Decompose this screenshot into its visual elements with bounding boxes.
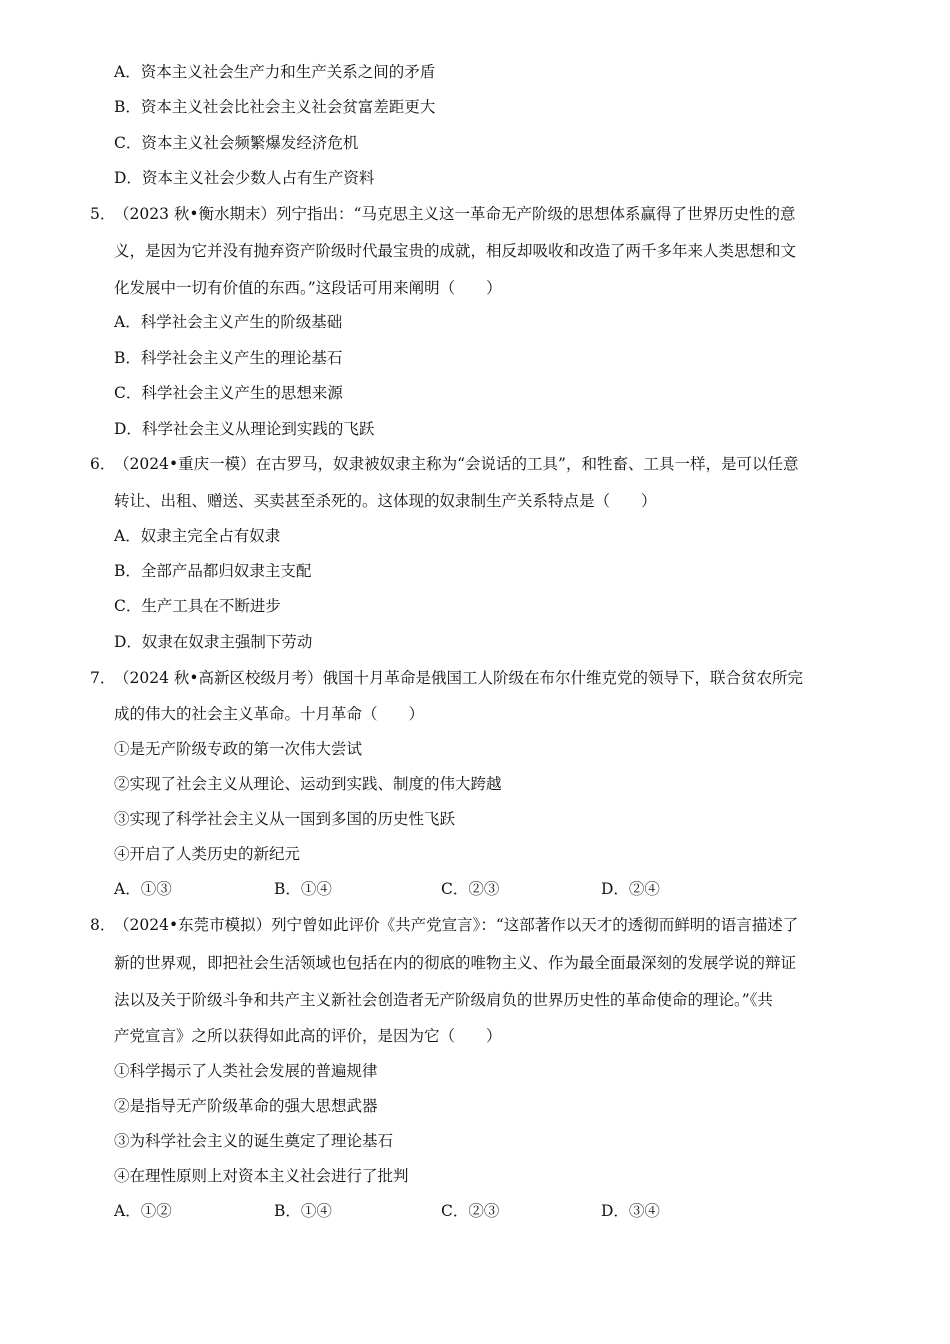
q5-option-d: D．科学社会主义从理论到实践的飞跃 [114, 420, 375, 438]
q6-option-b: B．全部产品都归奴隶主支配 [114, 562, 312, 580]
q6-option-a: A．奴隶主完全占有奴隶 [114, 527, 281, 545]
q8-statement-1: ①科学揭示了人类社会发展的普遍规律 [114, 1062, 378, 1080]
q4-option-d: D．资本主义社会少数人占有生产资料 [114, 169, 375, 187]
q4-option-a: A．资本主义社会生产力和生产关系之间的矛盾 [114, 63, 436, 81]
q8-statement-3: ③为科学社会主义的诞生奠定了理论基石 [114, 1132, 394, 1150]
q7-statement-1: ①是无产阶级专政的第一次伟大尝试 [114, 740, 363, 758]
q7-choice-d: D．②④ [601, 880, 660, 898]
q6-option-c: C．生产工具在不断进步 [114, 597, 281, 615]
q8-statement-4: ④在理性原则上对资本主义社会进行了批判 [114, 1167, 409, 1185]
q8-stem-line-2: 新的世界观，即把社会生活领域也包括在内的彻底的唯物主义、作为最全面最深刻的发展学说的辩证 [114, 954, 797, 972]
q5-option-a: A．科学社会主义产生的阶级基础 [114, 313, 343, 331]
q8-choice-d: D．③④ [601, 1202, 660, 1220]
q7-stem-line-1: （2024 秋•高新区校级月考）俄国十月革命是俄国工人阶级在布尔什维克党的领导下，联合贫农所完 [114, 669, 804, 687]
q8-number: 8． [90, 916, 116, 934]
q7-choice-b: B．①④ [274, 880, 332, 898]
q7-statement-3: ③实现了科学社会主义从一国到多国的历史性飞跃 [114, 810, 456, 828]
q4-option-c: C．资本主义社会频繁爆发经济危机 [114, 134, 359, 152]
q5-stem-line-2: 义，是因为它并没有抛弃资产阶级时代最宝贵的成就，相反却吸收和改造了两千多年来人类思想和文 [114, 242, 797, 260]
q5-option-b: B．科学社会主义产生的理论基石 [114, 349, 343, 367]
q5-number: 5． [90, 205, 116, 223]
q7-statement-4: ④开启了人类历史的新纪元 [114, 845, 301, 863]
q8-choices [114, 1201, 734, 1221]
q8-stem-line-3: 法以及关于阶级斗争和共产主义新社会创造者无产阶级肩负的世界历史性的革命使命的理论。”《共 [114, 991, 773, 1009]
q8-stem-line-1: （2024•东莞市模拟）列宁曾如此评价《共产党宣言》：“这部著作以天才的透彻而鲜明的语言描述了 [114, 916, 799, 934]
q7-number: 7． [90, 669, 116, 687]
q5-option-c: C．科学社会主义产生的思想来源 [114, 384, 343, 402]
q4-option-b: B．资本主义社会比社会主义社会贫富差距更大 [114, 98, 436, 116]
q6-stem-line-2: 转让、出租、赠送、买卖甚至杀死的。这体现的奴隶制生产关系特点是（ ） [114, 492, 657, 510]
q8-choice-b: B．①④ [274, 1202, 332, 1220]
q7-choices [114, 879, 734, 899]
q8-choice-c: C．②③ [441, 1202, 500, 1220]
q6-number: 6． [90, 455, 116, 473]
q8-stem-line-4: 产党宣言》之所以获得如此高的评价，是因为它（ ） [114, 1027, 502, 1045]
q6-option-d: D．奴隶在奴隶主强制下劳动 [114, 633, 313, 651]
q7-choice-a: A．①③ [114, 880, 172, 898]
q8-choice-a: A．①② [114, 1202, 172, 1220]
q6-stem-line-1: （2024•重庆一模）在古罗马，奴隶被奴隶主称为“会说话的工具”，和牲畜、工具一样，是可以任意 [114, 455, 799, 473]
q7-stem-line-2: 成的伟大的社会主义革命。十月革命（ ） [114, 705, 425, 723]
q5-stem-line-3: 化发展中一切有价值的东西。”这段话可用来阐明（ ） [114, 279, 502, 297]
q7-choice-c: C．②③ [441, 880, 500, 898]
q5-stem-line-1: （2023 秋•衡水期末）列宁指出：“马克思主义这一革命无产阶级的思想体系赢得了世界历史性的意 [114, 205, 796, 223]
q8-statement-2: ②是指导无产阶级革命的强大思想武器 [114, 1097, 378, 1115]
q7-statement-2: ②实现了社会主义从理论、运动到实践、制度的伟大跨越 [114, 775, 502, 793]
